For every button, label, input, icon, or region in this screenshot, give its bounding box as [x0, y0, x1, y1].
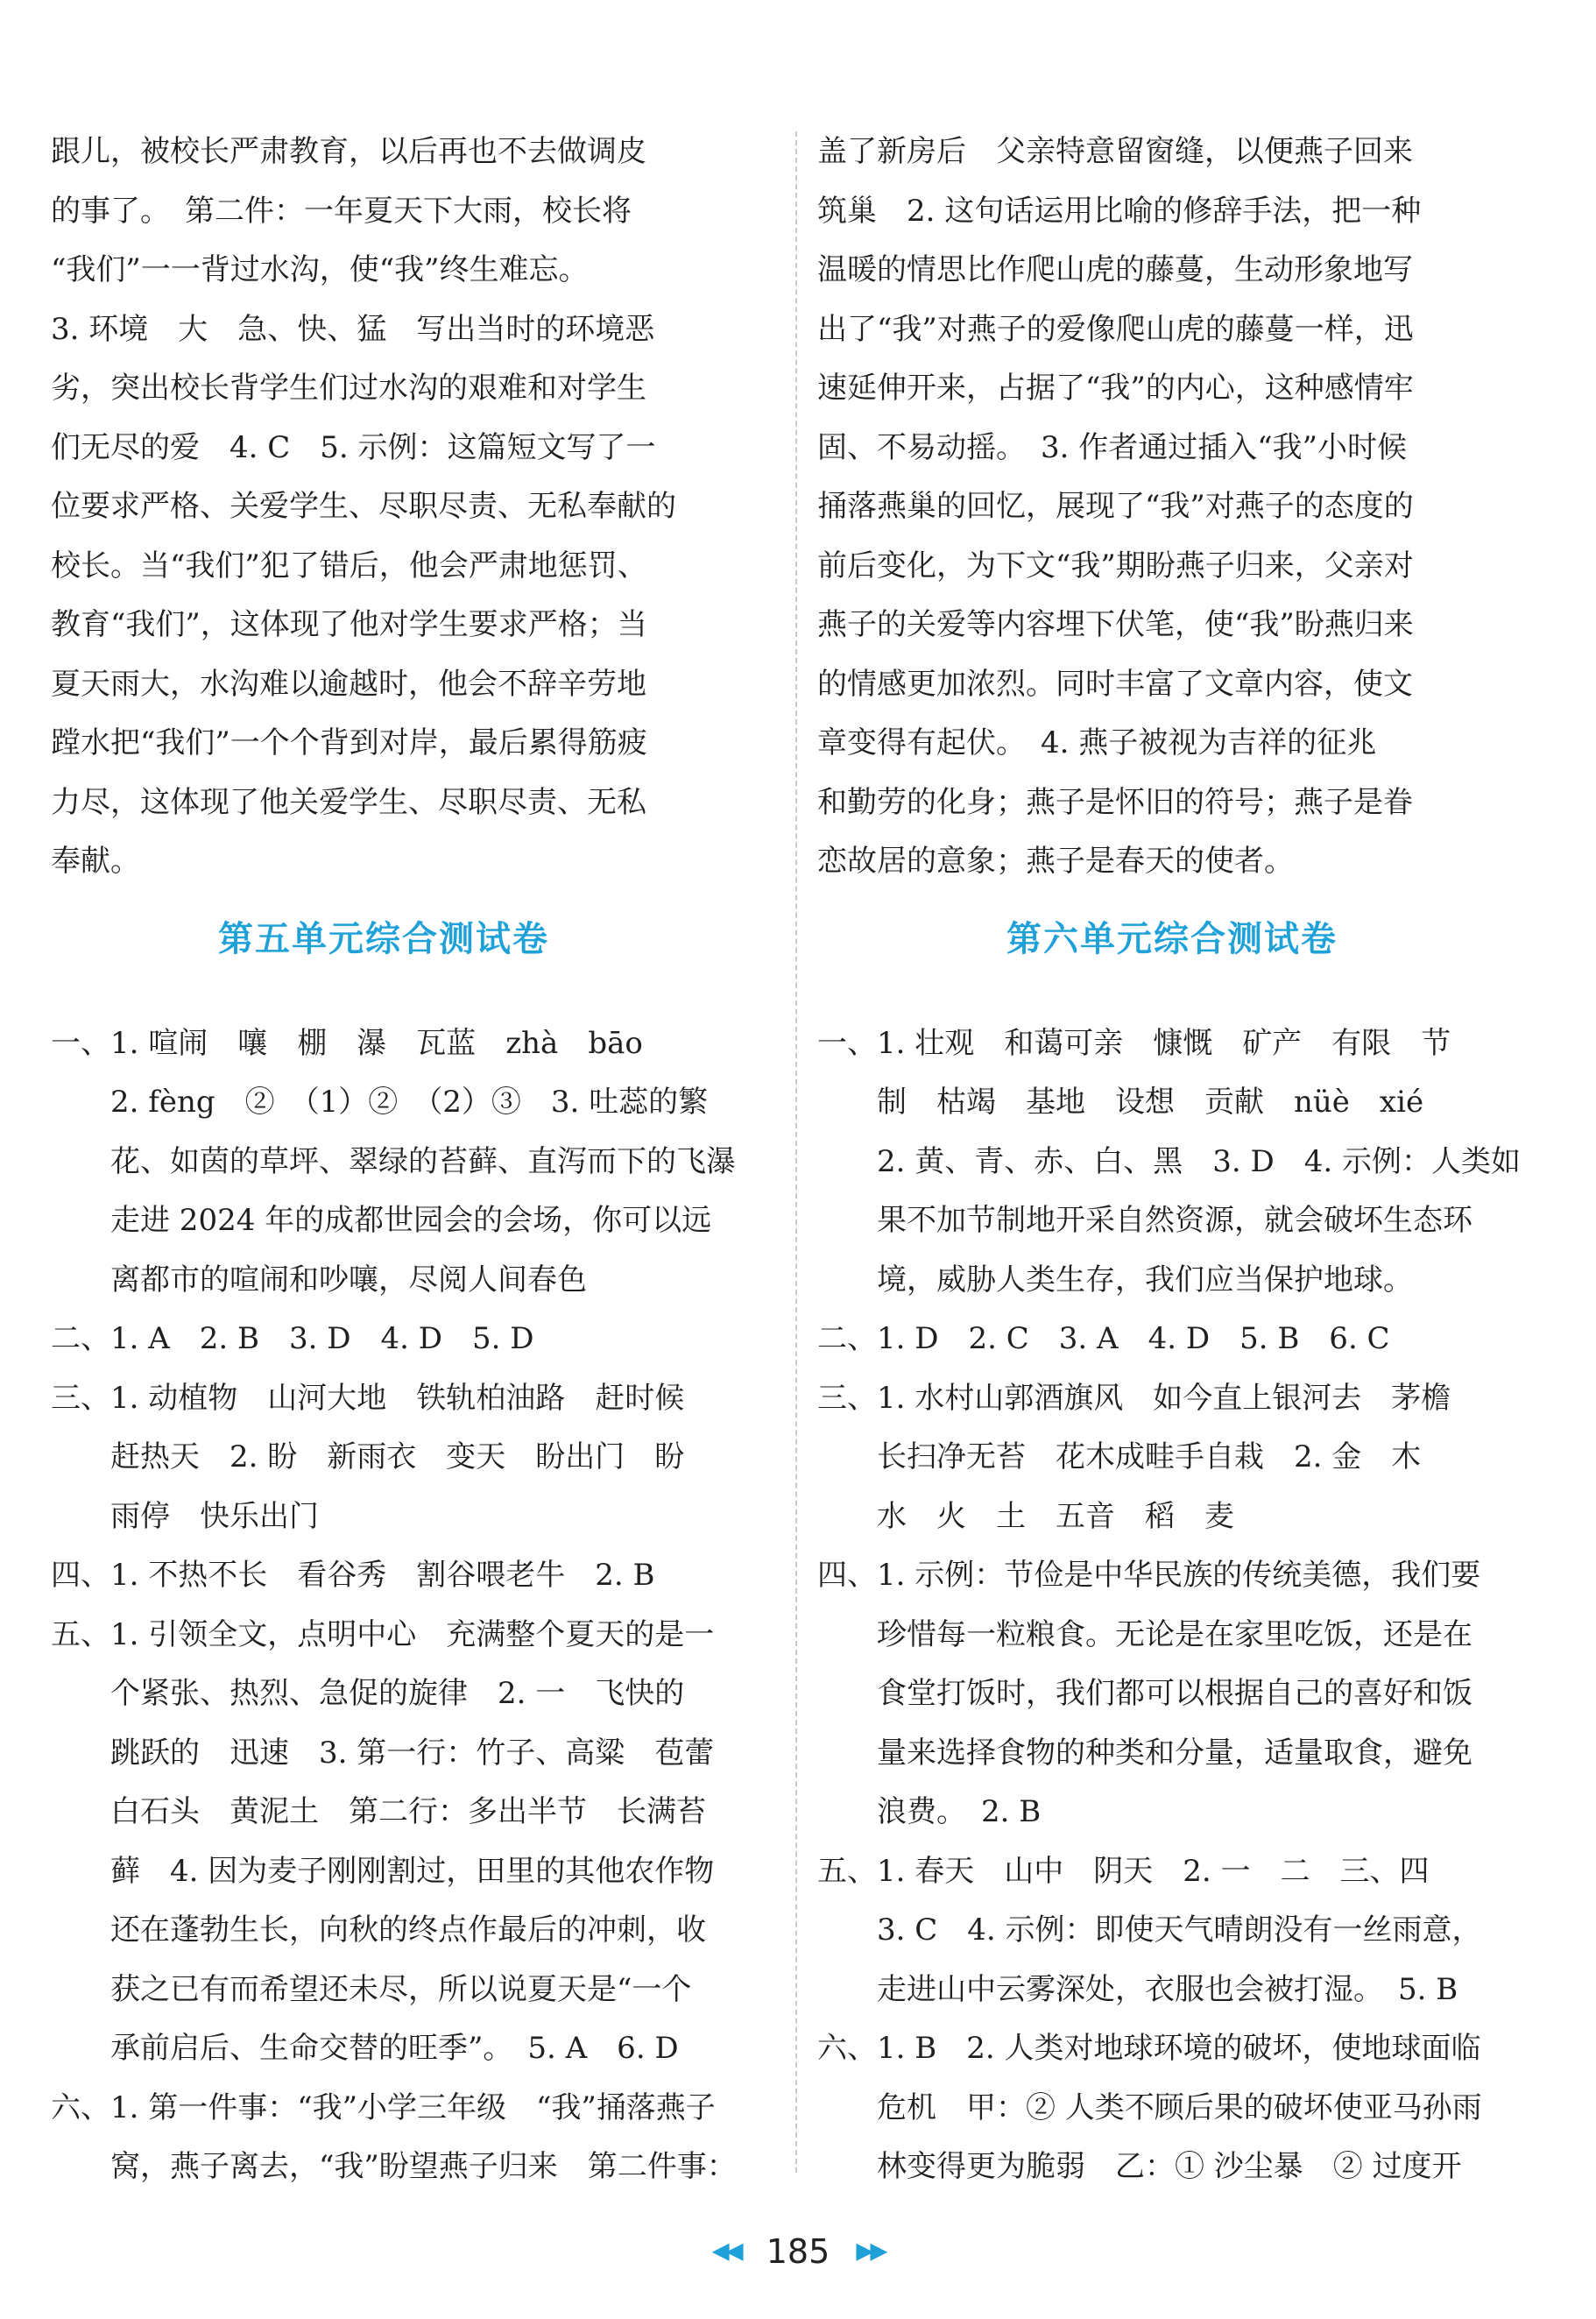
answer-line: 走进 2024 年的成都世园会的会场，你可以远: [51, 1203, 712, 1238]
answer-line: 藓 4. 因为麦子刚刚割过，田里的其他农作物: [51, 1853, 715, 1889]
answer-line: 劣，突出校长背学生们过水沟的艰难和对学生: [51, 371, 646, 406]
page-number: 185: [766, 2231, 830, 2271]
prev-page-arrows-icon[interactable]: ◀◀: [711, 2238, 740, 2265]
section-title-unit5: 第五单元综合测试卷: [218, 918, 549, 959]
answer-line: 个紧张、热烈、急促的旋律 2. 一 飞快的: [51, 1676, 685, 1711]
answer-line: 奉献。: [51, 844, 140, 879]
answer-line: 筑巢 2. 这句话运用比喻的修辞手法，把一种: [817, 193, 1422, 229]
answer-line: 3. 环境 大 急、快、猛 写出当时的环境恶: [51, 311, 655, 347]
answer-line: 校长。当“我们”犯了错后，他会严肃地惩罚、: [51, 548, 647, 583]
answer-line: 水 火 土 五音 稻 麦: [817, 1498, 1234, 1534]
section-title-unit6: 第六单元综合测试卷: [1006, 918, 1338, 959]
answer-line: 固、不易动摇。 3. 作者通过插入“我”小时候: [817, 429, 1408, 465]
answer-line: 2. fèng ② （1）② （2）③ 3. 吐蕊的繁: [51, 1085, 709, 1120]
answer-line: 蹚水把“我们”一个个背到对岸，最后累得筋疲: [51, 725, 647, 760]
right-answers-top: [817, 123, 1527, 892]
answer-line: 获之已有而希望还未尽，所以说夏天是“一个: [51, 1971, 692, 2007]
answer-line: 林变得更为脆弱 乙：① 沙尘暴 ② 过度开: [817, 2149, 1462, 2184]
answer-line: 跟儿，被校长严肃教育，以后再也不去做调皮: [51, 134, 646, 169]
right-answers-bottom: [817, 1015, 1527, 2197]
answer-line: 二、1. A 2. B 3. D 4. D 5. D: [51, 1321, 534, 1356]
answer-line: 前后变化，为下文“我”期盼燕子归来，父亲对: [817, 548, 1414, 583]
answer-line: 量来选择食物的种类和分量，适量取食，避免: [817, 1735, 1472, 1771]
answer-line: 夏天雨大，水沟难以逾越时，他会不辞辛劳地: [51, 666, 646, 702]
answer-line: 捅落燕巢的回忆，展现了“我”对燕子的态度的: [817, 489, 1414, 524]
answer-line: 还在蓬勃生长，向秋的终点作最后的冲刺，收: [51, 1912, 706, 1948]
answer-line: 教育“我们”，这体现了他对学生要求严格；当: [51, 607, 647, 642]
answer-line: 2. 黄、青、赤、白、黑 3. D 4. 示例：人类如: [817, 1143, 1521, 1179]
answer-line: 和勤劳的化身；燕子是怀旧的符号；燕子是眷: [817, 784, 1413, 820]
answer-line: 危机 甲：② 人类不顾后果的破坏使亚马孙雨: [817, 2089, 1482, 2125]
answer-line: 章变得有起伏。 4. 燕子被视为吉祥的征兆: [817, 725, 1377, 760]
answer-line: 五、1. 引领全文，点明中心 充满整个夏天的是一: [51, 1616, 715, 1652]
answer-line: 赶热天 2. 盼 新雨衣 变天 盼出门 盼: [51, 1439, 685, 1474]
answer-line: “我们”一一背过水沟，使“我”终生难忘。: [51, 252, 589, 287]
answer-line: 的情感更加浓烈。同时丰富了文章内容，使文: [817, 666, 1413, 702]
column-divider: [795, 131, 797, 2173]
answer-line: 承前启后、生命交替的旺季”。 5. A 6. D: [51, 2031, 679, 2066]
answer-line: 四、1. 不热不长 看谷秀 割谷喂老牛 2. B: [51, 1558, 655, 1593]
right-column: [817, 123, 1527, 2197]
answer-line: 恋故居的意象；燕子是春天的使者。: [817, 844, 1294, 879]
answer-line: 四、1. 示例：节俭是中华民族的传统美德，我们要: [817, 1558, 1481, 1593]
answer-line: 位要求严格、关爱学生、尽职尽责、无私奉献的: [51, 489, 676, 524]
answer-line: 温暖的情思比作爬山虎的藤蔓，生动形象地写: [817, 252, 1413, 287]
answer-line: 二、1. D 2. C 3. A 4. D 5. B 6. C: [817, 1321, 1390, 1356]
answer-line: 一、1. 壮观 和蔼可亲 慷慨 矿产 有限 节: [817, 1025, 1451, 1061]
answer-line: 珍惜每一粒粮食。无论是在家里吃饭，还是在: [817, 1616, 1472, 1652]
answer-line: 3. C 4. 示例：即使天气晴朗没有一丝雨意，: [817, 1912, 1482, 1948]
answer-line: 三、1. 动植物 山河大地 铁轨柏油路 赶时候: [51, 1380, 685, 1416]
answer-line: 食堂打饭时，我们都可以根据自己的喜好和饭: [817, 1676, 1472, 1711]
answer-line: 五、1. 春天 山中 阴天 2. 一 二 三、四: [817, 1853, 1430, 1889]
answer-line: 浪费。 2. B: [817, 1794, 1042, 1829]
answer-line: 离都市的喧闹和吵嚷，尽阅人间春色: [51, 1262, 587, 1297]
answer-line: 窝，燕子离去，“我”盼望燕子归来 第二件事：: [51, 2149, 737, 2184]
page-footer: [0, 2230, 1596, 2277]
left-answers-top: [51, 123, 717, 892]
answer-line: 力尽，这体现了他关爱学生、尽职尽责、无私: [51, 784, 646, 820]
next-page-arrows-icon[interactable]: ▶▶: [856, 2238, 885, 2265]
answer-line: 果不加节制地开采自然资源，就会破坏生态环: [817, 1203, 1472, 1238]
answer-line: 花、如茵的草坪、翠绿的苔藓、直泻而下的飞瀑: [51, 1143, 736, 1179]
left-column: [51, 123, 737, 2197]
answer-line: 出了“我”对燕子的爱像爬山虎的藤蔓一样，迅: [817, 311, 1414, 347]
left-answers-bottom: [51, 1015, 737, 2197]
answer-line: 速延伸开来，占据了“我”的内心，这种感情牢: [817, 371, 1414, 406]
answer-line: 六、1. 第一件事：“我”小学三年级 “我”捅落燕子: [51, 2089, 716, 2125]
answer-line: 三、1. 水村山郭酒旗风 如今直上银河去 茅檐: [817, 1380, 1451, 1416]
answer-line: 走进山中云雾深处，衣服也会被打湿。 5. B: [817, 1971, 1458, 2007]
answer-line: 跳跃的 迅速 3. 第一行：竹子、高粱 苞蕾: [51, 1735, 715, 1771]
answer-line: 雨停 快乐出门: [51, 1498, 319, 1534]
answer-line: 们无尽的爱 4. C 5. 示例：这篇短文写了一: [51, 429, 656, 465]
answer-line: 的事了。 第二件：一年夏天下大雨，校长将: [51, 193, 632, 229]
answer-line: 盖了新房后 父亲特意留窗缝，以便燕子回来: [817, 134, 1413, 169]
answer-line: 燕子的关爱等内容埋下伏笔，使“我”盼燕归来: [817, 607, 1414, 642]
answer-line: 境，威胁人类生存，我们应当保护地球。: [817, 1262, 1413, 1297]
answer-line: 制 枯竭 基地 设想 贡献 nüè xié: [817, 1085, 1424, 1120]
answer-line: 长扫净无苔 花木成畦手自栽 2. 金 木: [817, 1439, 1422, 1474]
answer-line: 一、1. 喧闹 嚷 棚 瀑 瓦蓝 zhà bāo: [51, 1025, 643, 1061]
answer-line: 白石头 黄泥土 第二行：多出半节 长满苔: [51, 1794, 706, 1829]
answer-line: 六、1. B 2. 人类对地球环境的破坏，使地球面临: [817, 2031, 1481, 2066]
